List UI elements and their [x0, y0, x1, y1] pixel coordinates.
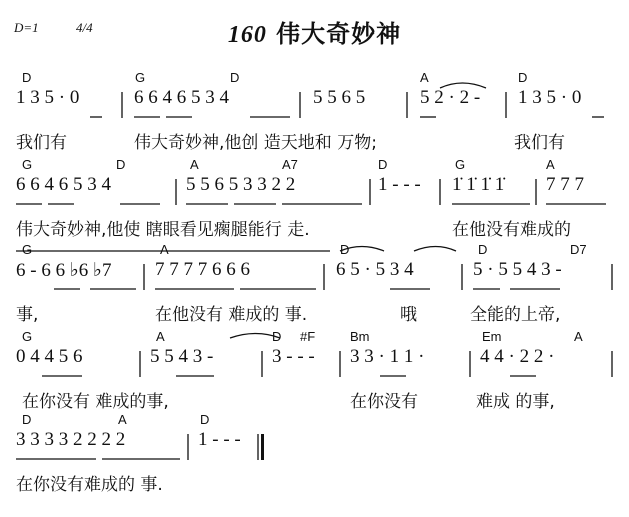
- row-markings: [0, 412, 629, 517]
- time-signature: 4/4: [76, 20, 93, 35]
- measure-notes: 0 4 4 5 6: [16, 346, 83, 367]
- chord-symbol: D: [378, 157, 388, 172]
- tie: [340, 247, 384, 252]
- chord-symbol: Bm: [350, 329, 370, 344]
- measure-notes: 6 5 · 5 3 4: [336, 259, 414, 280]
- chord-symbol: A: [546, 157, 555, 172]
- chord-symbol: Em: [482, 329, 502, 344]
- chord-symbol: A: [156, 329, 165, 344]
- song-name: 伟大奇妙神: [276, 20, 402, 48]
- lyric-text: 难成 的事,: [476, 392, 555, 412]
- lyric-text: 我们有: [514, 133, 565, 153]
- chord-symbol: D: [116, 157, 126, 172]
- chord-symbol: D: [478, 242, 488, 257]
- measure-notes: 7 7 7 7 6 6 6: [155, 259, 250, 280]
- chord-symbol: G: [22, 242, 33, 257]
- measure-notes: 6 - 6 6 ♭6 ♭7: [16, 260, 112, 281]
- lyric-text: 伟大奇妙神,他使 瞎眼看见瘸腿能行 走.: [16, 220, 310, 240]
- measure-notes: 1 3 5 · 0: [518, 87, 582, 108]
- measure-notes: 7 7 7: [546, 174, 584, 195]
- chord-symbol: G: [22, 157, 33, 172]
- chord-symbol: G: [135, 70, 146, 85]
- chord-symbol: D: [200, 412, 210, 427]
- chord-symbol: A: [420, 70, 429, 85]
- lyric-text: 在你没有: [350, 392, 418, 412]
- measure-notes: 5 5 4 3 -: [150, 346, 214, 367]
- lyric-text: 伟大奇妙神,他创 造天地和 万物;: [134, 133, 377, 153]
- chord-symbol: D: [22, 412, 32, 427]
- measure-notes: 1 - - -: [198, 429, 241, 450]
- chord-symbol: D: [22, 70, 32, 85]
- chord-symbol: A7: [282, 157, 298, 172]
- chord-symbol: D7: [570, 242, 587, 257]
- score-row-5: [0, 412, 629, 517]
- chord-symbol: #F: [300, 329, 316, 344]
- lyric-text: 哦: [400, 305, 417, 325]
- tie: [414, 247, 456, 252]
- measure-notes: 5 5 6 5: [313, 87, 366, 108]
- chord-symbol: D: [272, 329, 282, 344]
- measure-notes: 1̇ 1̇ 1̇ 1̇: [452, 174, 505, 195]
- measure-notes: 3 3 3 3 2 2 2 2: [16, 429, 126, 450]
- final-bar-thick: [261, 434, 264, 460]
- lyric-text: 在他没有 难成的 事.: [155, 305, 308, 325]
- chord-symbol: D: [518, 70, 528, 85]
- key-signature: D=1: [14, 20, 39, 35]
- lyric-text: 我们有: [16, 133, 67, 153]
- lyric-text: 在你没有 难成的事,: [22, 392, 169, 412]
- measure-notes: 6 6 4 6 5 3 4: [134, 87, 229, 108]
- song-title: [0, 14, 629, 49]
- chord-symbol: A: [574, 329, 583, 344]
- chord-symbol: A: [190, 157, 199, 172]
- lyric-text: 在他没有难成的: [452, 220, 571, 240]
- chord-symbol: D: [230, 70, 240, 85]
- chord-symbol: A: [160, 242, 169, 257]
- measure-notes: 6 6 4 6 5 3 4: [16, 174, 111, 195]
- measure-notes: 5 2 · 2 -: [420, 87, 481, 108]
- measure-notes: 5 5 6 5 3 3 2 2: [186, 174, 296, 195]
- tie: [440, 83, 486, 88]
- chord-symbol: G: [22, 329, 33, 344]
- measure-notes: 3 - - -: [272, 346, 315, 367]
- tie: [230, 334, 280, 339]
- lyric-text: 在你没有难成的 事.: [16, 475, 163, 495]
- song-number: 160: [227, 22, 267, 48]
- chord-symbol: D: [340, 242, 350, 257]
- measure-notes: 3 3 · 1 1 ·: [350, 346, 425, 367]
- measure-notes: 1 3 5 · 0: [16, 87, 80, 108]
- measure-notes: 5 · 5 5 4 3 -: [473, 259, 562, 280]
- measure-notes: 4 4 · 2 2 ·: [480, 346, 555, 367]
- chord-symbol: G: [455, 157, 466, 172]
- chord-symbol: A: [118, 412, 127, 427]
- lyric-text: 事,: [16, 305, 39, 325]
- measure-notes: 1 - - -: [378, 174, 421, 195]
- lyric-text: 全能的上帝,: [470, 305, 561, 325]
